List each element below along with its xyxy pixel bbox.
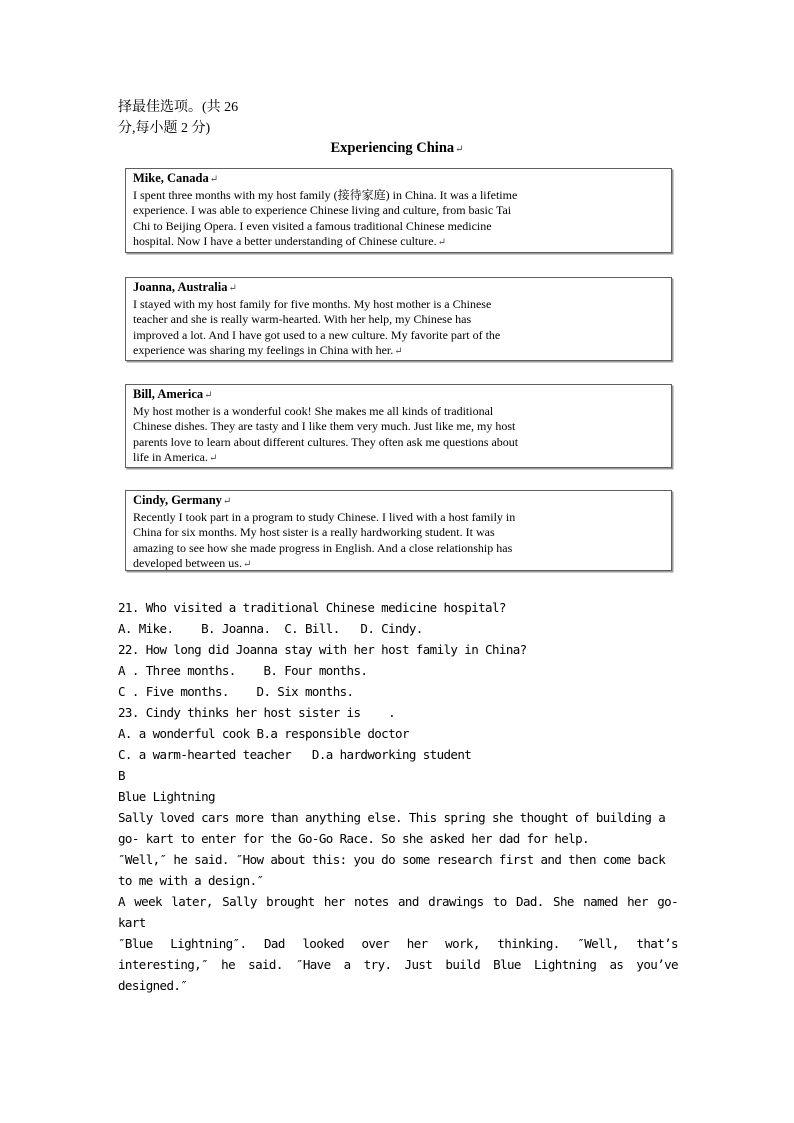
profile-name: Joanna, Australia — [133, 280, 228, 294]
text-line — [133, 435, 664, 451]
intro-text — [118, 97, 238, 139]
text-line-content: Chi to Beijing Opera. I even visited a famous traditional Chinese medicine — [133, 218, 492, 233]
return-mark-icon: ↵ — [228, 283, 237, 294]
text-line-content: amazing to see how she made progress in English. And a close relationship has — [133, 540, 513, 555]
text-line-content: experience was sharing my feelings in China with her. — [133, 343, 394, 358]
questions-and-passage — [118, 597, 678, 996]
text-line — [133, 556, 664, 573]
text-line-content: teacher and she is really warm-hearted. With her help, my Chinese has — [133, 312, 472, 327]
passage-line: go- kart to enter for the Go-Go Race. So she asked her dad for help. — [118, 831, 589, 846]
profile-header — [133, 171, 664, 188]
text-line-content: developed between us. — [133, 556, 242, 571]
return-mark-icon: ↵ — [455, 144, 464, 155]
text-line-content: experience. I was able to experience Chinese living and culture, from basic Tai — [133, 203, 512, 218]
question-23-options-cd: C. a warm-hearted teacher D.a hardworking student — [118, 747, 472, 762]
question-22: 22. How long did Joanna stay with her host family in China? — [118, 642, 527, 657]
question-22-options-ab: A . Three months. B. Four months. — [118, 663, 368, 678]
return-mark-icon: ↵ — [222, 496, 232, 507]
text-line — [133, 203, 664, 219]
profile-name: Mike, Canada — [133, 171, 209, 185]
text-line-content: I spent three months with my host family (接待家庭) in China. It was a lifetime — [133, 187, 518, 202]
passage-line: ″Well,″ he said. ″How about this: you do some research first and then come back — [118, 852, 666, 867]
passage-line: to me with a design.″ — [118, 873, 264, 888]
text-line — [133, 234, 664, 251]
passage-line: kart — [118, 915, 146, 930]
text-line — [133, 343, 664, 360]
text-line-content: life in America. — [133, 450, 208, 465]
passage-b-title: Blue Lightning — [118, 789, 215, 804]
question-22-options-cd: C . Five months. D. Six months. — [118, 684, 354, 699]
passage-line: A week later, Sally brought her notes and drawings to Dad. She named her go- — [118, 894, 678, 909]
return-mark-icon: ↵ — [437, 237, 446, 249]
intro-line-2: 分,每小题 2 分) — [118, 121, 211, 136]
passage-line: Sally loved cars more than anything else. This spring she thought of building a — [118, 810, 666, 825]
profile-box-mike — [125, 168, 672, 253]
text-line — [133, 297, 664, 313]
text-line — [133, 312, 664, 328]
text-line — [133, 188, 664, 204]
text-line — [133, 541, 664, 557]
passage-line: designed.″ — [118, 978, 188, 993]
profile-box-bill — [125, 384, 672, 468]
return-mark-icon: ↵ — [204, 390, 213, 401]
text-line-content: China for six months. My host sister is a really hardworking student. It was — [133, 525, 495, 540]
passage-title-text: Experiencing China — [330, 140, 455, 156]
text-line-content: Recently I took part in a program to study Chinese. I lived with a host family in — [133, 509, 516, 524]
profile-header — [133, 280, 664, 297]
text-line-content: Chinese dishes. They are tasty and I like them very much. Just like me, my host — [133, 419, 516, 434]
profile-box-cindy — [125, 490, 672, 571]
passage-line: interesting,″ he said. ″Have a try. Just build Blue Lightning as you’ve — [118, 957, 678, 972]
return-mark-icon: ↵ — [209, 174, 219, 185]
return-mark-icon: ↵ — [208, 453, 218, 465]
text-line-content: I stayed with my host family for five months. My host mother is a Chinese — [133, 296, 492, 311]
passage-title — [118, 140, 676, 157]
text-line — [133, 450, 664, 467]
passage-line: ″Blue Lightning″. Dad looked over her work, thinking. ″Well, that’s — [118, 936, 678, 951]
question-23: 23. Cindy thinks her host sister is . — [118, 705, 396, 720]
intro-line-1: 择最佳选项。(共 26 — [118, 100, 239, 115]
text-line-content: hospital. Now I have a better understanding of Chinese culture. — [133, 234, 437, 249]
text-line — [133, 328, 664, 344]
profile-box-joanna — [125, 277, 672, 361]
section-b-label: B — [118, 768, 125, 783]
return-mark-icon: ↵ — [242, 559, 252, 571]
profile-header — [133, 387, 664, 404]
text-line — [133, 525, 664, 541]
profile-name: Bill, America — [133, 387, 204, 401]
text-line — [133, 419, 664, 435]
text-line-content: parents love to learn about different cultures. They often ask me questions about — [133, 434, 519, 449]
profile-name: Cindy, Germany — [133, 493, 222, 507]
question-21-options: A. Mike. B. Joanna. C. Bill. D. Cindy. — [118, 621, 423, 636]
question-21: 21. Who visited a traditional Chinese medicine hospital? — [118, 600, 506, 615]
text-line-content: My host mother is a wonderful cook! She makes me all kinds of traditional — [133, 403, 494, 418]
text-line — [133, 510, 664, 526]
text-line — [133, 404, 664, 420]
text-line-content: improved a lot. And I have got used to a new culture. My favorite part of the — [133, 327, 501, 342]
profile-header — [133, 493, 664, 510]
question-23-options-ab: A. a wonderful cook B.a responsible doctor — [118, 726, 409, 741]
return-mark-icon: ↵ — [394, 346, 403, 358]
text-line — [133, 219, 664, 235]
